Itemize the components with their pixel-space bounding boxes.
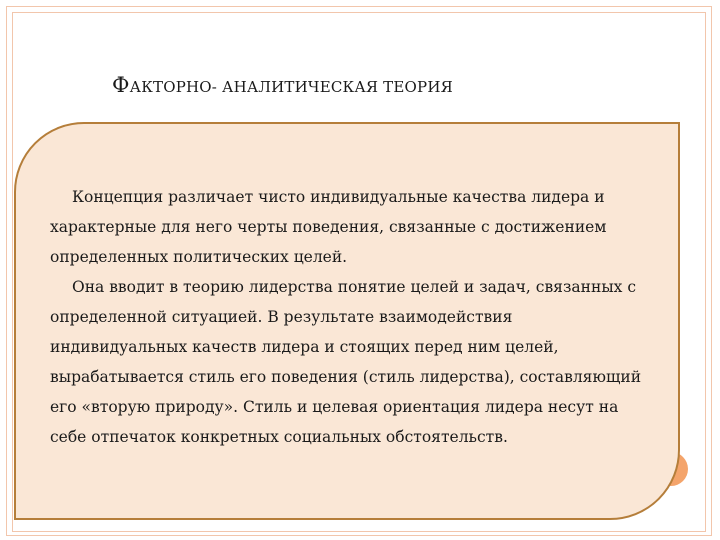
title-first-letter: Ф: [112, 73, 130, 97]
paragraph-1: Концепция различает чисто индивидуальные качества лидера и характерные для него черты поведения, связанные с достижением определенных политических целей.: [50, 188, 607, 266]
body-text: [50, 182, 650, 452]
slide-title: [112, 62, 453, 100]
content-box: [14, 122, 680, 520]
paragraph-2: Она вводит в теорию лидерства понятие целей и задач, связанных с определенной ситуацией. В результате взаимодействия индивидуальных качеств лидера и стоящих перед ним целей, вырабатывается стиль его поведения (стиль лидерства), составляющий его «вторую природу». Стиль и целевая ориентация лидера несут на себе отпечаток конкретных социальных обстоятельств.: [50, 278, 642, 446]
title-rest: АКТОРНО- АНАЛИТИЧЕСКАЯ ТЕОРИЯ: [129, 78, 453, 96]
